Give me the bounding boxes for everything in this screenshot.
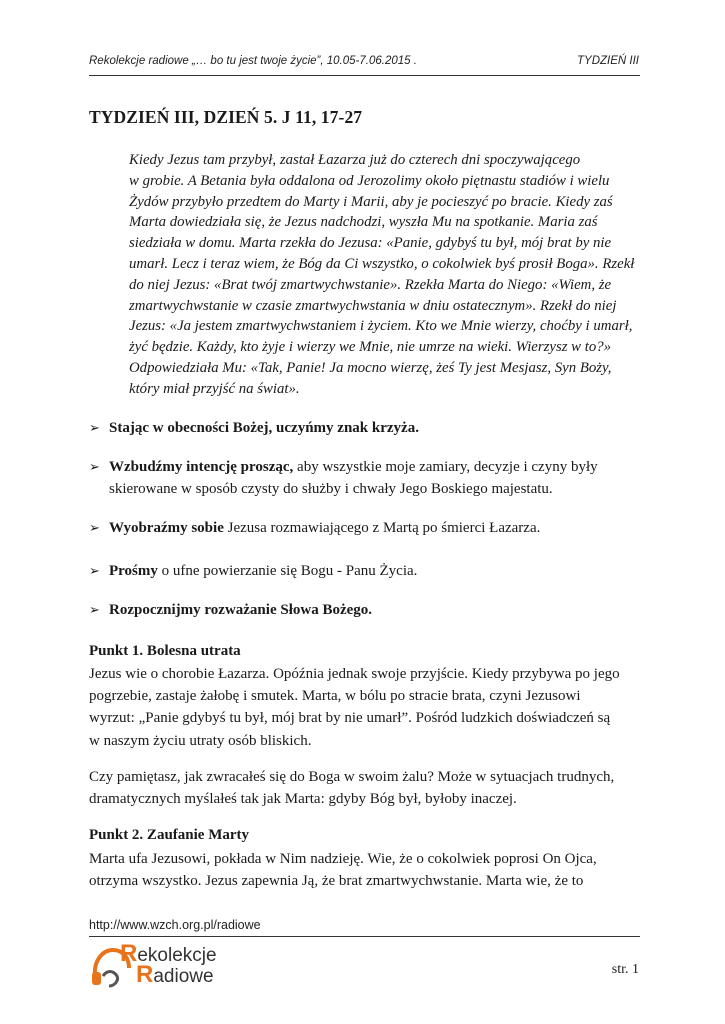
point2-title: Punkt 2. Zaufanie Marty xyxy=(89,827,250,843)
quote-line: Żydów przybyło przedtem do Marty i Marii, aby je pocieszyć po bracie. Kiedy zaś xyxy=(129,193,613,210)
logo-capital-r: R xyxy=(120,940,138,967)
quote-line: żyć będzie. Każdy, kto żyje i wierzy we Mnie, nie umrze na wieki. Wierzysz w to?» xyxy=(129,339,612,356)
paragraph-line: Jezus wie o chorobie Łazarza. Opóźnia jednak swoje przyjście. Kiedy przybywa po jego xyxy=(89,666,620,682)
bullet-bold-text: Wzbudźmy intencję prosząc, xyxy=(109,459,294,475)
paragraph-line: wyrzut: „Panie gdybyś tu był, mój brat by nie umarł”. Pośród ludzkich doświadczeń są xyxy=(89,710,611,727)
point1-question-paragraph xyxy=(89,766,639,810)
logo-word-rekolekcje: ekolekcje xyxy=(137,945,217,966)
arrow-bullet-icon: ➢ xyxy=(89,564,100,579)
arrow-bullet-icon: ➢ xyxy=(89,521,100,536)
paragraph-line: w naszym życiu utraty osób bliskich. xyxy=(89,732,312,749)
footer-divider xyxy=(89,936,640,937)
point2-paragraph xyxy=(89,848,639,892)
quote-line: Marta dowiedziała się, że Jezus nadchodzi, wyszła Mu na spotkanie. Maria zaś xyxy=(129,214,598,231)
footer-url: http://www.wzch.org.pl/radiowe xyxy=(89,918,261,932)
quote-line: Odpowiedziała Mu: «Tak, Panie! Ja mocno wierzę, żeś Ty jest Mesjasz, Syn Boży, xyxy=(129,359,612,376)
quote-line: w grobie. A Betania była oddalona od Jerozolimy około piętnastu stadiów i wielu xyxy=(129,172,610,189)
logo-capital-r: R xyxy=(136,961,154,988)
bullet-imagine xyxy=(89,518,641,540)
quote-line: umarł. Lecz i teraz wiem, że Bóg da Ci wszystko, o cokolwiek byś prosił Boga». Rzekł xyxy=(129,255,635,272)
bullet-ask xyxy=(89,561,641,583)
paragraph-line: otrzyma wszystko. Jezus zapewnia Ją, że brat zmartwychwstanie. Marta wie, że to xyxy=(89,873,584,890)
quote-line: Jezus: «Ja jestem zmartwychwstaniem i życiem. Kto we Mnie wierzy, choćby i umarł, xyxy=(129,318,633,335)
header-divider xyxy=(89,75,640,76)
paragraph-line: dramatycznych myślałeś tak jak Marta: gdyby Bóg był, byłoby inaczej. xyxy=(89,791,517,808)
paragraph-line: Marta ufa Jezusowi, pokłada w Nim nadzieję. Wie, że o cokolwiek poprosi On Ojca, xyxy=(89,851,597,867)
quote-line: do niej Jezus: «Brat twój zmartwychwstanie». Rzekła Marta do Niego: «Wiem, że xyxy=(129,276,612,293)
quote-line: siedziała w domu. Marta rzekła do Jezusa: «Panie, gdybyś tu był, mój brat by nie xyxy=(129,235,612,252)
arrow-bullet-icon: ➢ xyxy=(89,460,100,475)
bullet-bold-text: Stając w obecności Bożej, uczyńmy znak krzyża. xyxy=(109,420,419,436)
quote-line: który miał przyjść na świat». xyxy=(129,380,300,397)
bullet-bold-text: Prośmy xyxy=(109,563,158,579)
quote-line: Kiedy Jezus tam przybył, zastał Łazarza już do czterech dni spoczywającego xyxy=(129,152,581,168)
bullet-text: Jezusa rozmawiającego z Martą po śmierci Łazarza. xyxy=(223,520,541,536)
bullet-text: aby wszystkie moje zamiary, decyzje i czyny były xyxy=(293,459,598,475)
bullet-intention xyxy=(89,457,641,500)
bullet-begin-meditation xyxy=(89,600,641,622)
point1-paragraph xyxy=(89,663,639,752)
arrow-bullet-icon: ➢ xyxy=(89,603,100,618)
paragraph-line: pogrzebie, zastaje żałobę i smutek. Marta, w bólu po stracie brata, czyni Jezusowi xyxy=(89,688,581,705)
quote-line: zmartwychwstanie w czasie zmartwychwstania w dniu ostatecznym». Rzekł do niej xyxy=(129,297,617,314)
bullet-sign-of-cross xyxy=(89,418,641,440)
page-header xyxy=(89,55,639,67)
bullet-text: skierowane w sposób czysty do służby i chwały Jego Boskiego majestatu. xyxy=(109,480,553,497)
bullet-text: o ufne powierzanie się Bogu - Panu Życia. xyxy=(157,563,418,579)
point1-title: Punkt 1. Bolesna utrata xyxy=(89,643,241,659)
header-left-text: Rekolekcje radiowe „… bo tu jest twoje życie”, 10.05-7.06.2015 . xyxy=(89,55,417,67)
arrow-bullet-icon: ➢ xyxy=(89,421,100,436)
paragraph-line: Czy pamiętasz, jak zwracałeś się do Boga w swoim żalu? Może w sytuacjach trudnych, xyxy=(89,769,615,785)
logo-word-radiowe: adiowe xyxy=(153,966,214,987)
page-number: str. 1 xyxy=(611,962,639,977)
bullet-bold-text: Wyobraźmy sobie xyxy=(109,520,224,536)
scripture-quote xyxy=(129,150,649,400)
page-title: TYDZIEŃ III, DZIEŃ 5. J 11, 17-27 xyxy=(89,107,363,127)
bullet-bold-text: Rozpocznijmy rozważanie Słowa Bożego. xyxy=(109,602,373,618)
header-right-text: TYDZIEŃ III xyxy=(577,55,639,67)
